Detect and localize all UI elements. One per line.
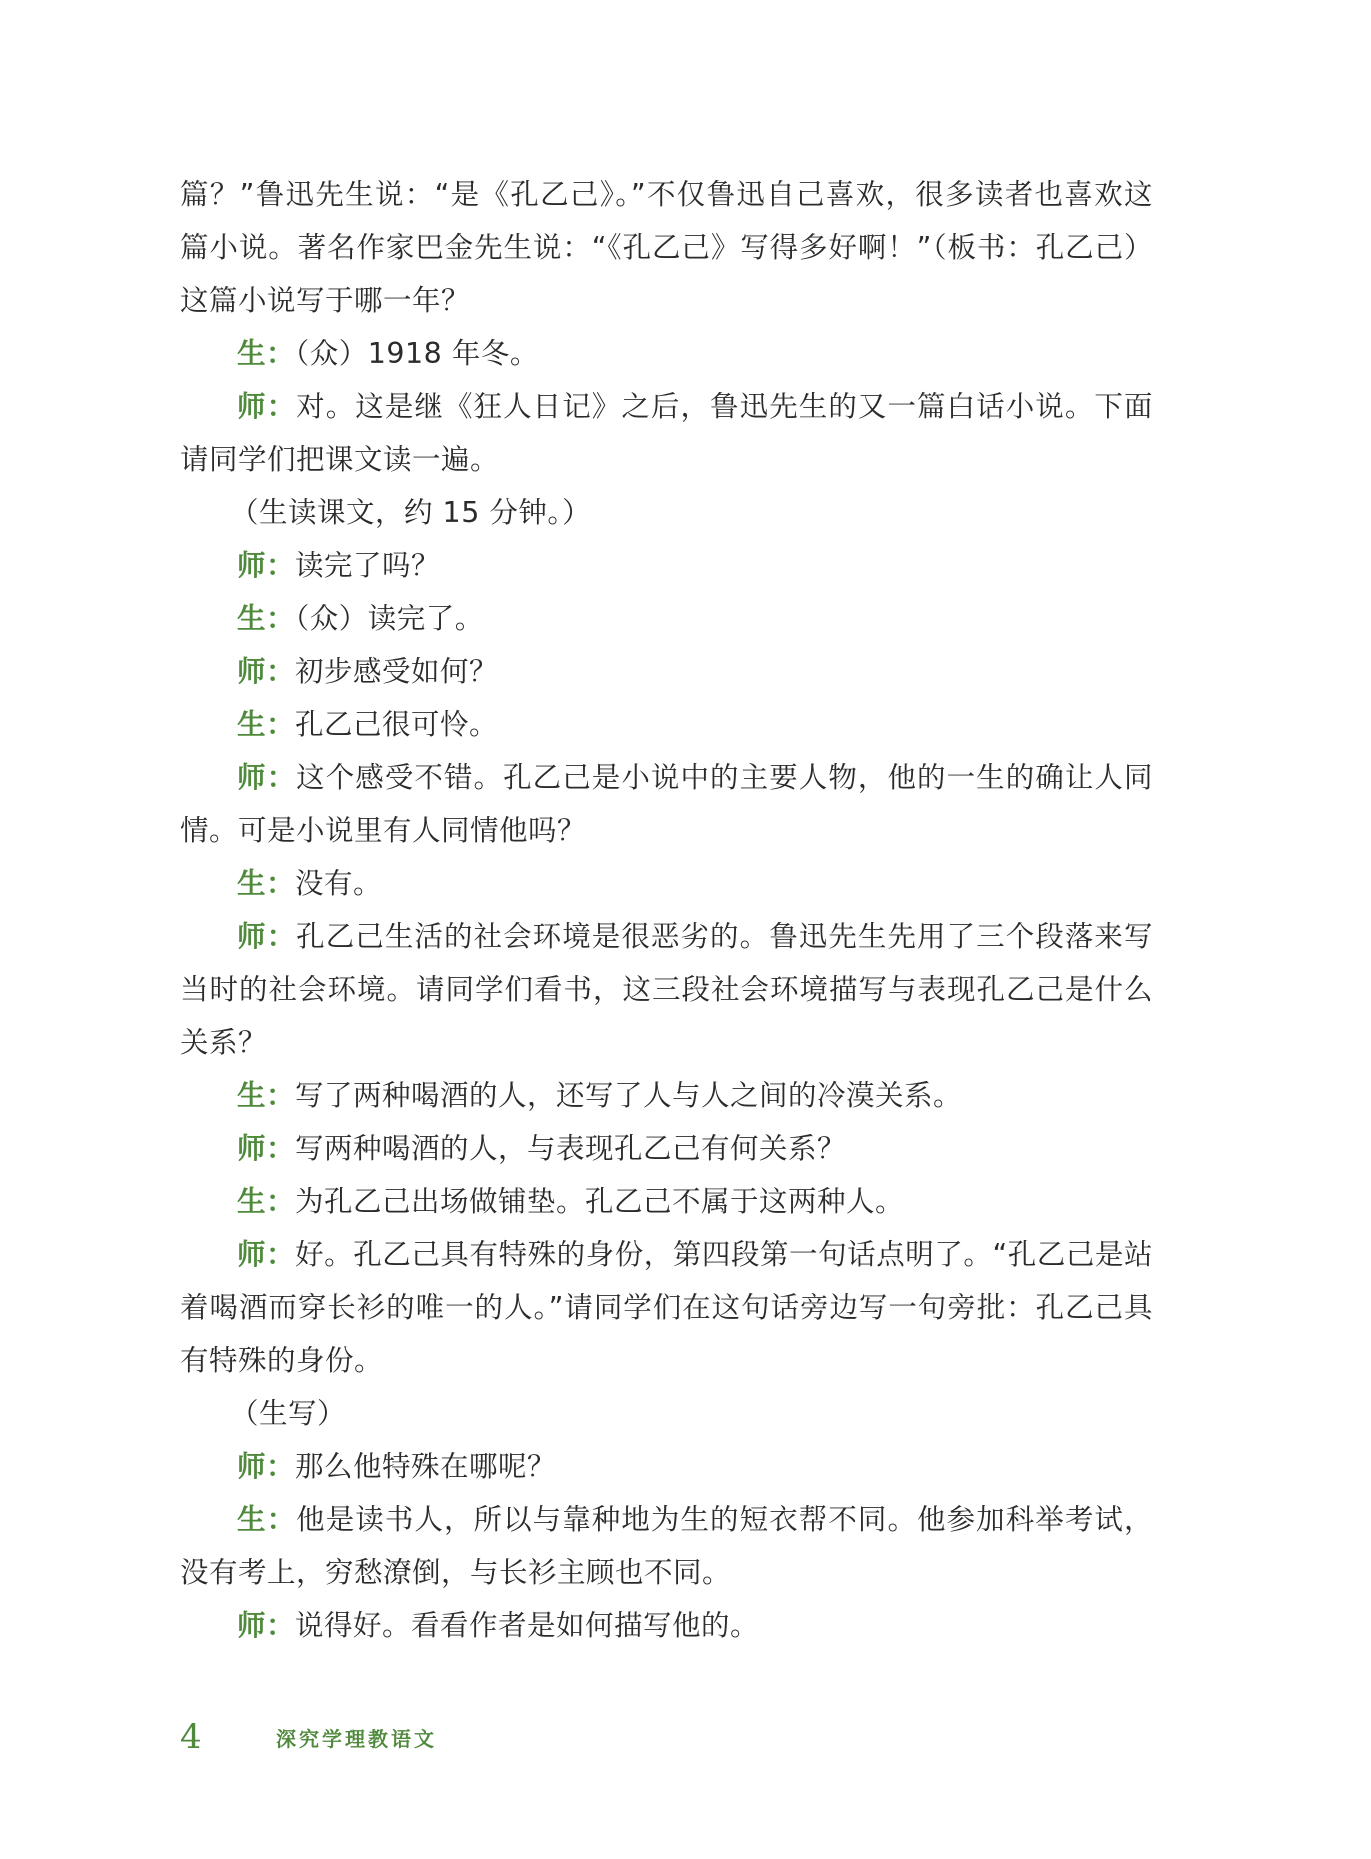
book-title: 深究学理教语文 — [276, 1726, 437, 1751]
speaker-label: 师： — [237, 1450, 296, 1483]
speaker-label: 师： — [237, 655, 296, 688]
dialogue-text: 写两种喝酒的人，与表现孔乙己有何关系？ — [295, 1132, 847, 1165]
stage-direction-text: （生读课文，约 15 分钟。） — [230, 496, 592, 529]
stage-direction — [180, 1387, 1153, 1440]
speaker-label: 师： — [237, 390, 297, 423]
dialogue-text: 写了两种喝酒的人，还写了人与人之间的冷漠关系。 — [295, 1079, 963, 1112]
dialogue-line — [180, 698, 1153, 751]
speaker-label: 师： — [237, 1609, 296, 1642]
dialogue-line — [180, 751, 1153, 857]
stage-direction-text: （生写） — [230, 1397, 347, 1430]
speaker-label: 师： — [237, 549, 296, 582]
dialogue-line — [180, 1069, 1153, 1122]
dialogue-line — [180, 910, 1153, 1069]
dialogue-text: 读完了吗？ — [295, 549, 441, 582]
dialogue-text: 说得好。看看作者是如何描写他的。 — [295, 1609, 760, 1642]
dialogue-text: 没有。 — [295, 867, 383, 900]
dialogue-text: 初步感受如何？ — [295, 655, 499, 688]
speaker-label: 生： — [237, 867, 296, 900]
dialogue-text: （众）读完了。 — [295, 602, 484, 635]
speaker-label: 生： — [237, 602, 296, 635]
dialogue-text: 孔乙己生活的社会环境是很恶劣的。鲁迅先生先用了三个段落来写当时的社会环境。请同学们看书，这三段社会环境描写与表现孔乙己是什么关系？ — [180, 920, 1153, 1059]
speaker-label: 师： — [237, 1132, 296, 1165]
stage-direction — [180, 486, 1153, 539]
dialogue-line — [180, 327, 1153, 380]
page-body — [180, 168, 1153, 1652]
dialogue-text: 这个感受不错。孔乙己是小说中的主要人物，他的一生的确让人同情。可是小说里有人同情他吗？ — [180, 761, 1153, 847]
dialogue-line — [180, 1493, 1153, 1599]
dialogue-line — [180, 857, 1153, 910]
dialogue-line — [180, 645, 1153, 698]
dialogue-text: 那么他特殊在哪呢？ — [295, 1450, 557, 1483]
dialogue-line — [180, 1599, 1153, 1652]
dialogue-text: （众）1918 年冬。 — [295, 337, 539, 370]
dialogue-line — [180, 1440, 1153, 1493]
dialogue-text: 好。孔乙己具有特殊的身份，第四段第一句话点明了。“孔乙己是站着喝酒而穿长衫的唯一的人。”请同学们在这句话旁边写一句旁批：孔乙己具有特殊的身份。 — [180, 1238, 1153, 1377]
speaker-label: 师： — [237, 761, 297, 794]
dialogue-text: 他是读书人，所以与靠种地为生的短衣帮不同。他参加科举考试，没有考上，穷愁潦倒，与长衫主顾也不同。 — [180, 1503, 1153, 1589]
speaker-label: 生： — [237, 708, 296, 741]
dialogue-text: 为孔乙己出场做铺垫。孔乙己不属于这两种人。 — [295, 1185, 905, 1218]
dialogue-text: 对。这是继《狂人日记》之后，鲁迅先生的又一篇白话小说。下面请同学们把课文读一遍。 — [180, 390, 1153, 476]
dialogue-line — [180, 1122, 1153, 1175]
speaker-label: 师： — [237, 1238, 296, 1271]
speaker-label: 生： — [237, 337, 296, 370]
page-number: 4 — [180, 1717, 202, 1757]
page-footer — [180, 1712, 437, 1762]
paragraph-continued — [180, 168, 1153, 327]
speaker-label: 生： — [237, 1079, 296, 1112]
speaker-label: 生： — [237, 1185, 296, 1218]
dialogue-line — [180, 539, 1153, 592]
dialogue-line — [180, 380, 1153, 486]
paragraph-text: 篇？”鲁迅先生说：“是《孔乙己》。”不仅鲁迅自己喜欢，很多读者也喜欢这篇小说。著名作家巴金先生说：“《孔乙己》写得多好啊！”（板书：孔乙己）这篇小说写于哪一年？ — [180, 178, 1153, 317]
speaker-label: 师： — [237, 920, 297, 953]
dialogue-line — [180, 592, 1153, 645]
speaker-label: 生： — [237, 1503, 297, 1536]
dialogue-line — [180, 1175, 1153, 1228]
dialogue-text: 孔乙己很可怜。 — [295, 708, 499, 741]
dialogue-line — [180, 1228, 1153, 1387]
